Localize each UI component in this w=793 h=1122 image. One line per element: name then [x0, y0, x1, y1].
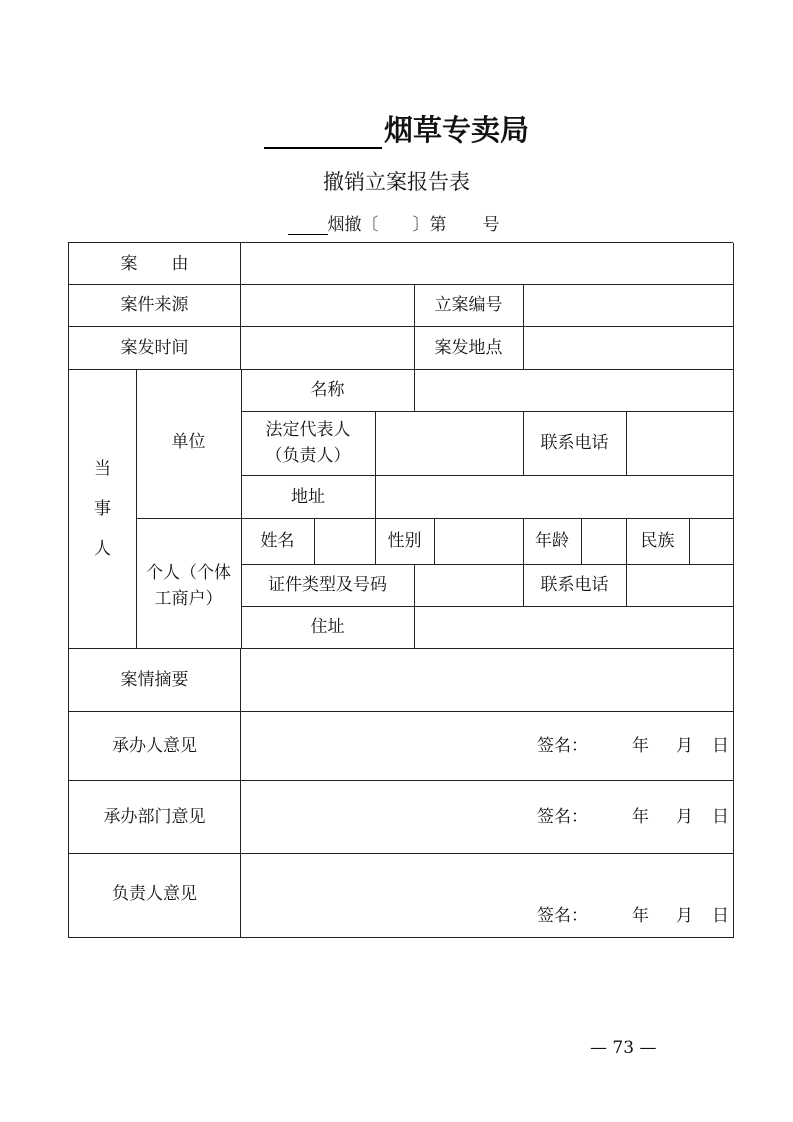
- case-reason-label: 案 由: [69, 243, 241, 285]
- residence-field[interactable]: [414, 606, 734, 649]
- org-suffix: 烟草专卖局: [383, 113, 529, 147]
- case-number-label: 立案编号: [414, 284, 524, 327]
- individual-label: [136, 518, 242, 649]
- legal-rep-line: （负责人）: [265, 446, 351, 466]
- ethnicity-field[interactable]: [689, 518, 734, 565]
- form-title: 撤销立案报告表: [323, 170, 470, 194]
- individual-line: 工商户）: [154, 589, 223, 609]
- id-type-label: 证件类型及号码: [241, 564, 415, 607]
- gender-label: 性别: [375, 518, 435, 565]
- signature-label: 签名：: [537, 906, 588, 926]
- gender-field[interactable]: [434, 518, 524, 565]
- unit-name-field[interactable]: [414, 369, 734, 412]
- page-number: — 73 —: [590, 1038, 657, 1058]
- month-label: 月: [676, 807, 693, 827]
- incident-time-field[interactable]: [240, 326, 415, 370]
- incident-place-field[interactable]: [523, 326, 734, 370]
- unit-label: 单位: [136, 369, 242, 519]
- individual-phone-label: 联系电话: [523, 564, 627, 607]
- name-field[interactable]: [314, 518, 376, 565]
- ethnicity-label: 民族: [626, 518, 690, 565]
- legal-rep-label: [241, 411, 376, 476]
- signature-label: 签名：: [537, 807, 588, 827]
- case-reason-field[interactable]: [240, 243, 734, 285]
- incident-place-label: 案发地点: [414, 326, 524, 370]
- day-label: 日: [712, 807, 729, 827]
- summary-label: 案情摘要: [69, 648, 241, 712]
- summary-field[interactable]: [240, 648, 734, 712]
- unit-address-label: 地址: [241, 475, 376, 519]
- doc-no-suffix: 号: [482, 215, 500, 235]
- doc-prefix-blank[interactable]: [288, 216, 328, 235]
- doc-no-prefix: 烟撤〔: [327, 215, 379, 235]
- party-label: [69, 369, 137, 649]
- month-label: 月: [676, 736, 693, 756]
- document-number: [0, 210, 793, 235]
- month-label: 月: [676, 906, 693, 926]
- org-name-blank[interactable]: [264, 117, 382, 149]
- dept-opinion-field[interactable]: [240, 780, 734, 854]
- case-source-field[interactable]: [240, 284, 415, 327]
- report-table: [68, 242, 733, 938]
- signature-label: 签名：: [537, 736, 588, 756]
- doc-no-mid: 〕第: [412, 215, 447, 235]
- year-label: 年: [632, 807, 649, 827]
- dept-opinion-label: 承办部门意见: [69, 780, 241, 854]
- unit-name-label: 名称: [241, 369, 415, 412]
- unit-phone-label: 联系电话: [523, 411, 627, 476]
- case-number-field[interactable]: [523, 284, 734, 327]
- party-char: 当: [94, 458, 111, 479]
- individual-line: 个人（个体: [146, 563, 231, 583]
- handler-opinion-field[interactable]: [240, 711, 734, 781]
- party-char: 人: [94, 538, 111, 559]
- unit-phone-field[interactable]: [626, 411, 734, 476]
- day-label: 日: [712, 906, 729, 926]
- year-label: 年: [632, 736, 649, 756]
- party-char: 事: [94, 498, 111, 519]
- name-label: 姓名: [241, 518, 315, 565]
- org-title: [0, 108, 793, 149]
- handler-opinion-label: 承办人意见: [69, 711, 241, 781]
- unit-address-field[interactable]: [375, 475, 734, 519]
- age-label: 年龄: [523, 518, 582, 565]
- legal-rep-line: 法定代表人: [265, 420, 351, 440]
- id-type-field[interactable]: [414, 564, 524, 607]
- day-label: 日: [712, 736, 729, 756]
- age-field[interactable]: [581, 518, 627, 565]
- residence-label: 住址: [241, 606, 415, 649]
- individual-phone-field[interactable]: [626, 564, 734, 607]
- case-source-label: 案件来源: [69, 284, 241, 327]
- incident-time-label: 案发时间: [69, 326, 241, 370]
- leader-opinion-field[interactable]: [240, 853, 734, 938]
- year-label: 年: [632, 906, 649, 926]
- legal-rep-field[interactable]: [375, 411, 524, 476]
- leader-opinion-label: 负责人意见: [69, 853, 241, 938]
